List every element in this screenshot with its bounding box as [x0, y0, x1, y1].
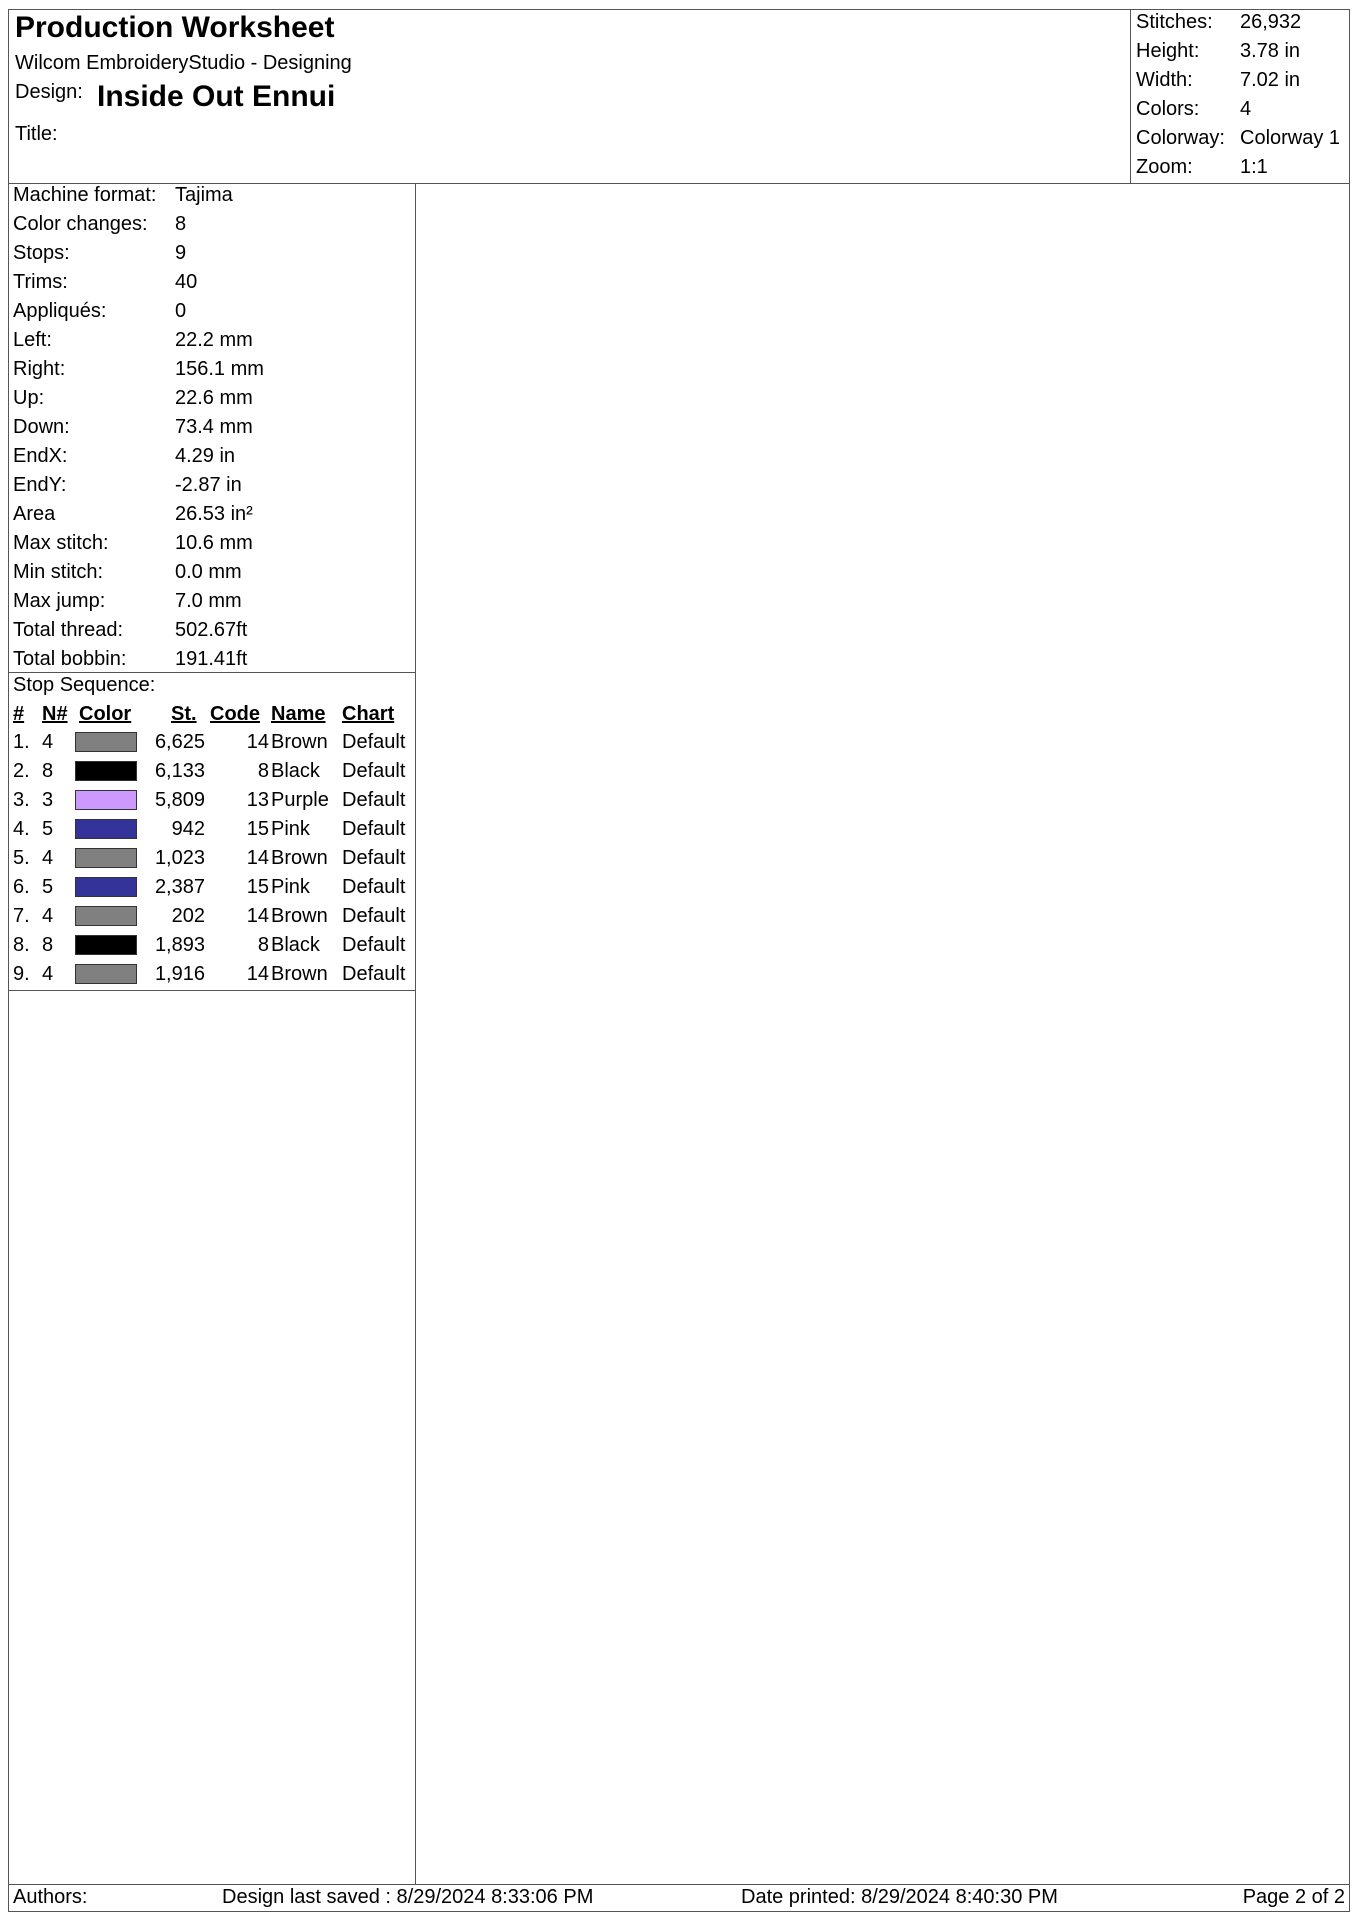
stitch-count: 1,023	[154, 847, 205, 869]
property-value: Tajima	[175, 184, 233, 206]
color-name: Pink	[271, 818, 310, 840]
stat-value: Colorway 1	[1240, 127, 1341, 149]
last-saved: Design last saved : 8/29/2024 8:33:06 PM	[222, 1886, 594, 1908]
color-swatch	[75, 935, 137, 955]
stitch-count: 942	[171, 818, 205, 840]
property-value: 156.1 mm	[175, 358, 264, 380]
stat-value: 1:1	[1240, 156, 1268, 178]
stat-value: 26,932	[1240, 11, 1302, 33]
stitch-count: 6,625	[154, 731, 205, 753]
color-swatch	[75, 906, 137, 926]
stop-row	[9, 789, 415, 818]
thread-code: 8	[257, 934, 269, 956]
needle-number: 8	[42, 934, 54, 956]
property-label: Min stitch:	[13, 561, 104, 583]
property-label: Machine format:	[13, 184, 157, 206]
page-title: Production Worksheet	[15, 11, 335, 44]
thread-code: 14	[246, 847, 269, 869]
stitch-count: 6,133	[154, 760, 205, 782]
stop-sequence-label: Stop Sequence:	[13, 674, 156, 696]
property-label: Stops:	[13, 242, 70, 264]
property-value: -2.87 in	[175, 474, 242, 496]
col-header-needle: N#	[42, 703, 68, 725]
property-value: 22.6 mm	[175, 387, 253, 409]
property-value: 40	[175, 271, 198, 293]
property-label: Area	[13, 503, 56, 525]
col-header-code: Code	[210, 703, 260, 725]
stop-row	[9, 963, 415, 992]
property-label: Down:	[13, 416, 70, 438]
needle-number: 5	[42, 876, 54, 898]
property-label: Right:	[13, 358, 66, 380]
needle-number: 4	[42, 731, 54, 753]
property-label: EndY:	[13, 474, 67, 496]
thread-code: 15	[246, 818, 269, 840]
property-value: 22.2 mm	[175, 329, 253, 351]
property-label: Trims:	[13, 271, 68, 293]
property-label: Total bobbin:	[13, 648, 127, 670]
title-label: Title:	[15, 123, 58, 145]
property-value: 9	[175, 242, 187, 264]
color-name: Brown	[271, 847, 328, 869]
stat-label: Width:	[1136, 69, 1193, 91]
stat-value: 3.78 in	[1240, 40, 1301, 62]
color-name: Black	[271, 934, 320, 956]
stat-label: Colors:	[1136, 98, 1200, 120]
property-label: Color changes:	[13, 213, 148, 235]
stat-label: Stitches:	[1136, 11, 1213, 33]
stitch-count: 2,387	[154, 876, 205, 898]
stop-number: 8.	[13, 934, 30, 956]
property-label: EndX:	[13, 445, 68, 467]
thread-code: 14	[246, 905, 269, 927]
date-printed: Date printed: 8/29/2024 8:40:30 PM	[741, 1886, 1058, 1908]
stat-value: 4	[1240, 98, 1252, 120]
needle-number: 4	[42, 847, 54, 869]
stop-number: 7.	[13, 905, 30, 927]
property-value: 7.0 mm	[175, 590, 242, 612]
stat-label: Colorway:	[1136, 127, 1225, 149]
needle-number: 8	[42, 760, 54, 782]
stop-sequence	[9, 673, 415, 991]
stop-row	[9, 905, 415, 934]
chart-name: Default	[342, 818, 406, 840]
needle-number: 5	[42, 818, 54, 840]
chart-name: Default	[342, 731, 406, 753]
stop-row	[9, 760, 415, 789]
property-value: 73.4 mm	[175, 416, 253, 438]
stitch-count: 202	[171, 905, 205, 927]
worksheet-header	[9, 10, 1349, 184]
property-value: 26.53 in²	[175, 503, 253, 525]
stop-row	[9, 847, 415, 876]
chart-name: Default	[342, 876, 406, 898]
col-header-num: #	[13, 703, 25, 725]
color-name: Pink	[271, 876, 310, 898]
property-value: 502.67ft	[175, 619, 248, 641]
worksheet-footer	[9, 1884, 1349, 1912]
stop-number: 4.	[13, 818, 30, 840]
stop-number: 2.	[13, 760, 30, 782]
color-swatch	[75, 848, 137, 868]
design-stats	[1130, 10, 1350, 183]
thread-code: 8	[257, 760, 269, 782]
color-swatch	[75, 964, 137, 984]
color-swatch	[75, 732, 137, 752]
stitch-count: 5,809	[154, 789, 205, 811]
col-header-name: Name	[271, 703, 326, 725]
chart-name: Default	[342, 760, 406, 782]
chart-name: Default	[342, 847, 406, 869]
stat-label: Zoom:	[1136, 156, 1193, 178]
color-name: Brown	[271, 731, 328, 753]
color-name: Purple	[271, 789, 329, 811]
color-swatch	[75, 877, 137, 897]
property-value: 8	[175, 213, 187, 235]
chart-name: Default	[342, 905, 406, 927]
color-swatch	[75, 819, 137, 839]
stitch-count: 1,893	[154, 934, 205, 956]
property-label: Total thread:	[13, 619, 124, 641]
col-header-stitches: St.	[171, 703, 197, 725]
stop-row	[9, 818, 415, 847]
design-label: Design:	[15, 81, 83, 103]
stop-row	[9, 876, 415, 905]
thread-code: 14	[246, 731, 269, 753]
color-swatch	[75, 790, 137, 810]
authors-label: Authors:	[13, 1886, 88, 1908]
thread-code: 15	[246, 876, 269, 898]
col-header-chart: Chart	[342, 703, 395, 725]
stop-number: 5.	[13, 847, 30, 869]
property-label: Max jump:	[13, 590, 106, 612]
stop-number: 9.	[13, 963, 30, 985]
thread-code: 13	[246, 789, 269, 811]
property-label: Appliqués:	[13, 300, 107, 322]
needle-number: 3	[42, 789, 54, 811]
property-value: 10.6 mm	[175, 532, 253, 554]
stop-row	[9, 731, 415, 760]
thread-code: 14	[246, 963, 269, 985]
property-value: 0.0 mm	[175, 561, 242, 583]
property-label: Up:	[13, 387, 45, 409]
needle-number: 4	[42, 963, 54, 985]
design-name: Inside Out Ennui	[97, 80, 336, 113]
chart-name: Default	[342, 963, 406, 985]
software-name: Wilcom EmbroideryStudio - Designing	[15, 52, 352, 74]
color-name: Brown	[271, 963, 328, 985]
col-header-color: Color	[79, 703, 132, 725]
details-column	[9, 183, 416, 1884]
property-value: 4.29 in	[175, 445, 236, 467]
stat-label: Height:	[1136, 40, 1200, 62]
stop-row	[9, 934, 415, 963]
stat-value: 7.02 in	[1240, 69, 1301, 91]
page-number: Page 2 of 2	[1242, 1886, 1345, 1908]
chart-name: Default	[342, 934, 406, 956]
property-label: Left:	[13, 329, 52, 351]
stop-number: 1.	[13, 731, 30, 753]
stitch-count: 1,916	[154, 963, 205, 985]
chart-name: Default	[342, 789, 406, 811]
property-value: 191.41ft	[175, 648, 248, 670]
stop-number: 6.	[13, 876, 30, 898]
worksheet	[8, 9, 1350, 1912]
needle-number: 4	[42, 905, 54, 927]
color-name: Black	[271, 760, 320, 782]
color-swatch	[75, 761, 137, 781]
property-value: 0	[175, 300, 187, 322]
property-label: Max stitch:	[13, 532, 109, 554]
stop-number: 3.	[13, 789, 30, 811]
machine-properties	[9, 183, 415, 673]
color-name: Brown	[271, 905, 328, 927]
